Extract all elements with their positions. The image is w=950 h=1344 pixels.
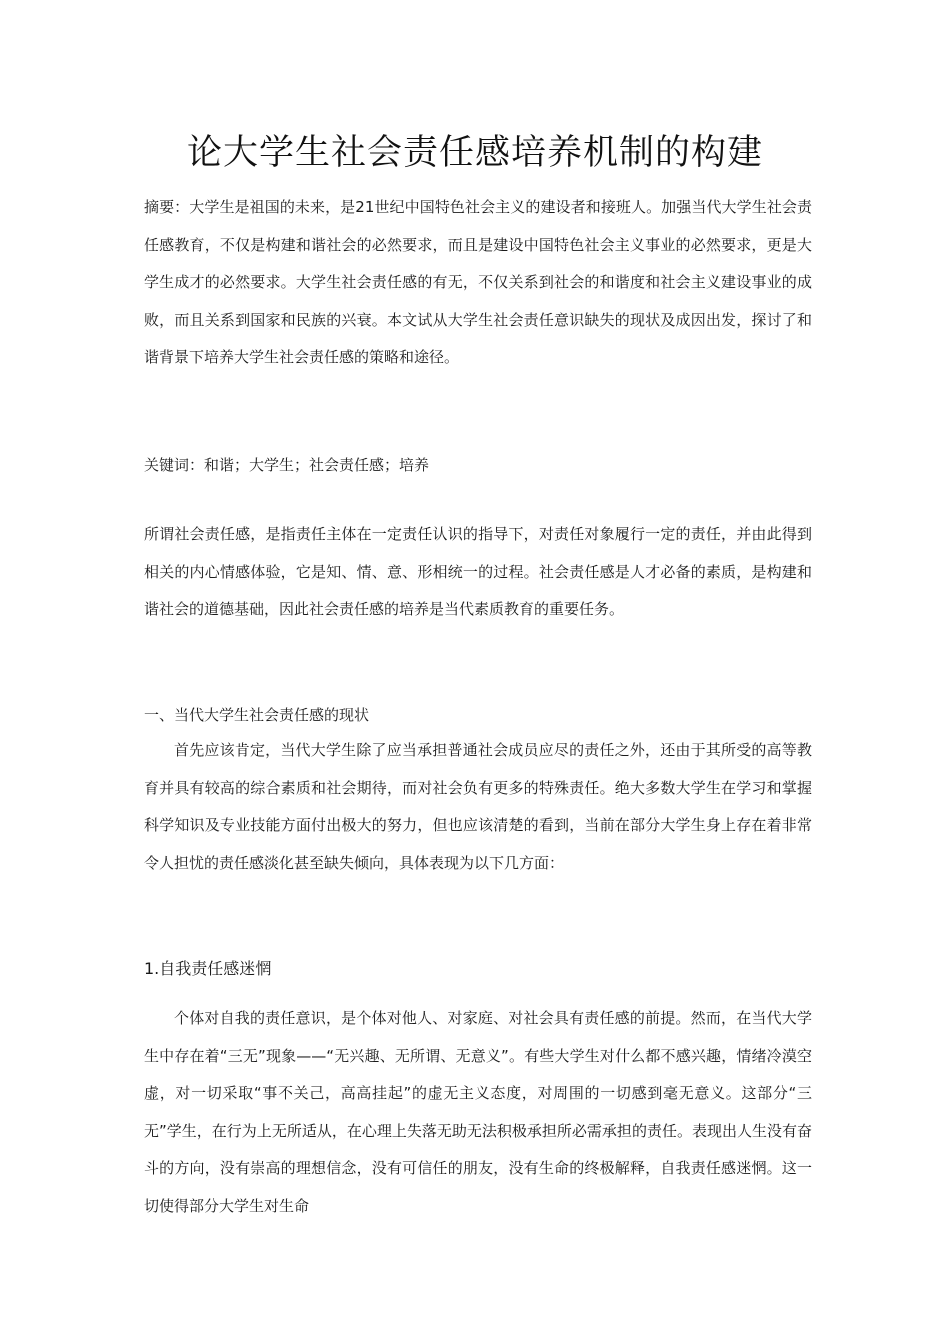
subsection-heading-1: 1.自我责任感迷惘 bbox=[144, 959, 272, 978]
section-1-text: 首先应该肯定，当代大学生除了应当承担普通社会成员应尽的责任之外，还由于其所受的高等教育并具有较高的综合素质和社会期待，而对社会负有更多的特殊责任。绝大多数大学生在学习和掌握科学知识及专业技能方面付出极大的努力，但也应该清楚的看到，当前在部分大学生身上存在着非常令人担忧的责任感淡化甚至缺失倾向，具体表现为以下几方面： bbox=[144, 741, 812, 872]
keywords-line: 关键词：和谐；大学生；社会责任感；培养 bbox=[144, 456, 430, 474]
subsection-1-text: 个体对自我的责任意识，是个体对他人、对家庭、对社会具有责任感的前提。然而，在当代大学生中存在着“三无”现象——“无兴趣、无所谓、无意义”。有些大学生对什么都不感兴趣，情绪冷漠空虚，对一切采取“事不关己，高高挂起”的虚无主义态度，对周围的一切感到毫无意义。这部分“三无”学生，在行为上无所适从，在心理上失落无助无法积极承担所必需承担的责任。表现出人生没有奋斗的方向，没有崇高的理想信念，没有可信任的朋友，没有生命的终极解释，自我责任感迷惘。这一切使得部分大学生对生命 bbox=[144, 1009, 812, 1215]
abstract-paragraph bbox=[144, 189, 812, 377]
abstract-text: 摘要：大学生是祖国的未来，是21世纪中国特色社会主义的建设者和接班人。加强当代大学生社会责任感教育，不仅是构建和谐社会的必然要求，而且是建设中国特色社会主义事业的必然要求，更是大学生成才的必然要求。大学生社会责任感的有无，不仅关系到社会的和谐度和社会主义建设事业的成败，而且关系到国家和民族的兴衰。本文试从大学生社会责任意识缺失的现状及成因出发，探讨了和谐背景下培养大学生社会责任感的策略和途径。 bbox=[144, 198, 812, 366]
document-title: 论大学生社会责任感培养机制的构建 bbox=[186, 133, 763, 173]
intro-paragraph bbox=[144, 516, 812, 629]
section-heading-1: 一、当代大学生社会责任感的现状 bbox=[144, 706, 370, 724]
intro-text: 所谓社会责任感，是指责任主体在一定责任认识的指导下，对责任对象履行一定的责任，并由此得到相关的内心情感体验，它是知、情、意、形相统一的过程。社会责任感是人才必备的素质，是构建和谐社会的道德基础，因此社会责任感的培养是当代素质教育的重要任务。 bbox=[144, 525, 812, 618]
section-1-paragraph bbox=[144, 732, 812, 882]
subsection-1-paragraph bbox=[144, 1000, 812, 1225]
